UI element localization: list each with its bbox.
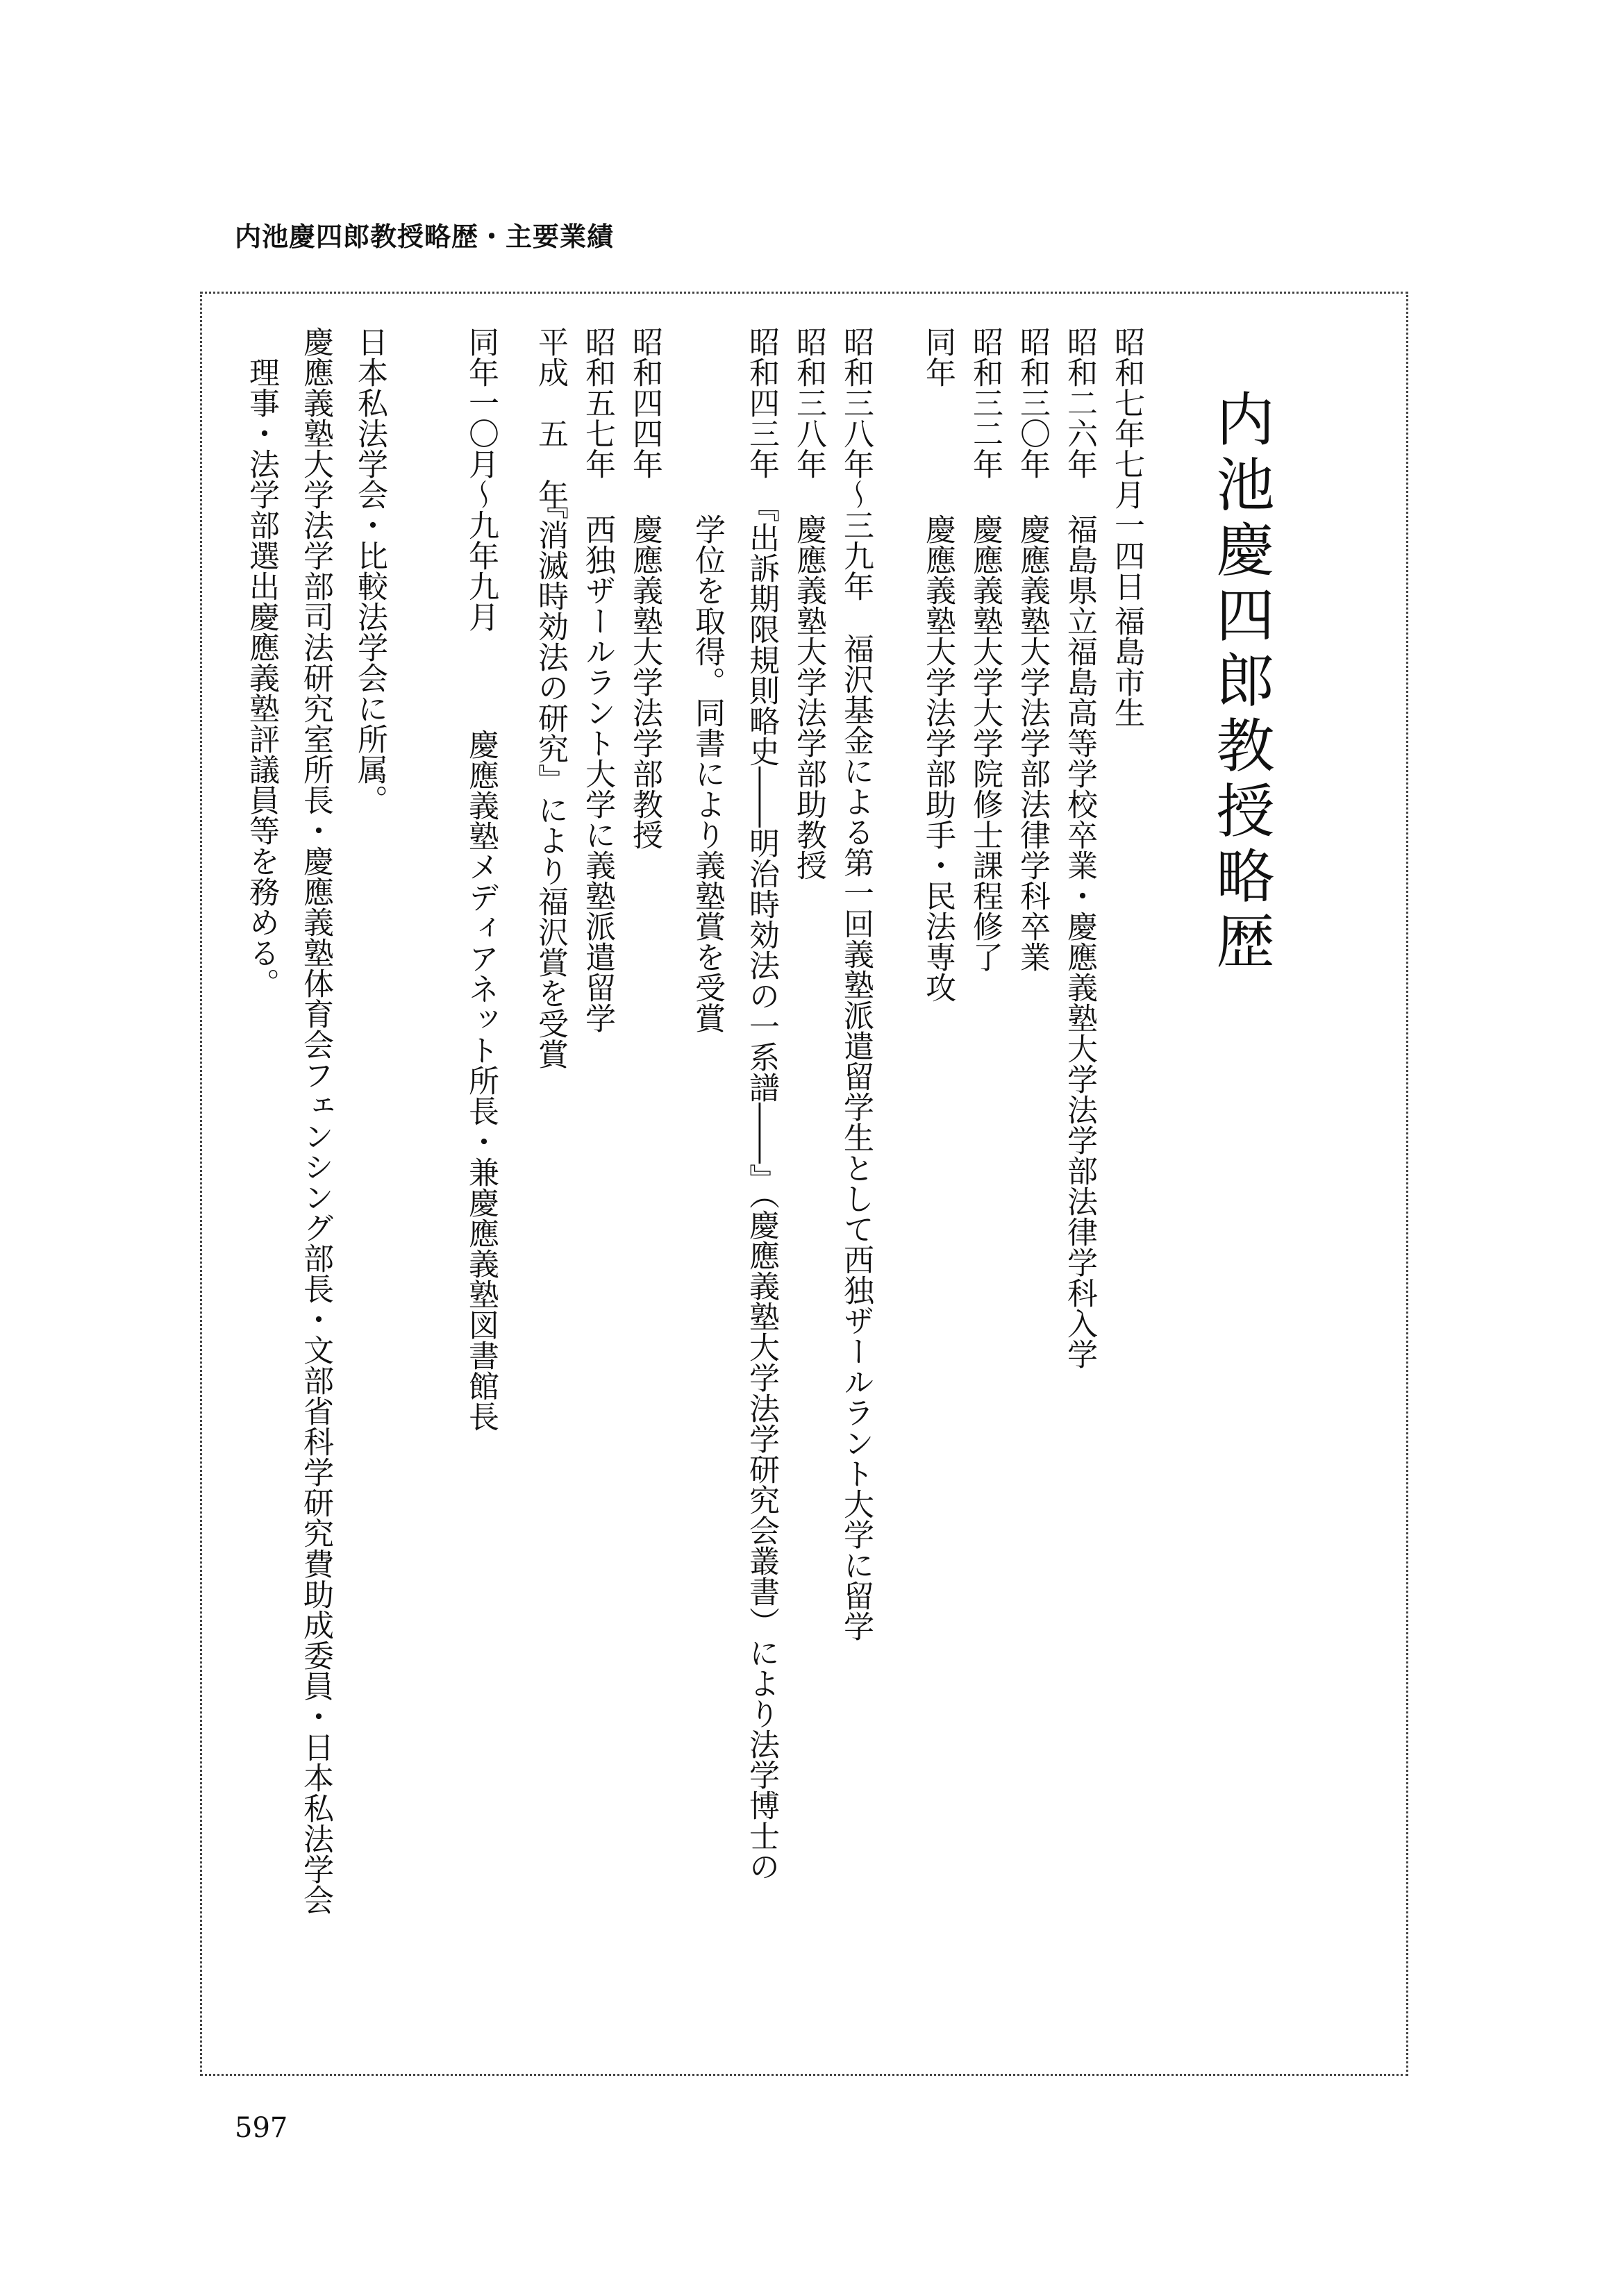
page-number: 597	[235, 2112, 288, 2144]
entry-date: 平成 五 年	[533, 326, 568, 510]
entry-text: 日本私法学会・比較法学会に所属。	[352, 326, 387, 815]
entry-text: 福沢基金による第一回義塾派遣留学生として西独ザールラント大学に留学	[838, 633, 874, 1641]
entry-text: 慶應義塾大学大学院修士課程修了	[967, 514, 1003, 972]
entry-text: 『出訴期限規則略史――明治時効法の一系譜――』（慶應義塾大学法学研究会叢書）により法学博士の	[744, 492, 779, 1882]
entry-date: 昭和五七年	[580, 326, 615, 479]
entry-date: 同年	[920, 326, 956, 387]
entry-text: 福島県立福島高等学校卒業・慶應義塾大学法学部法律学科入学	[1062, 514, 1097, 1369]
entry-text: 慶應義塾大学法学部教授	[627, 514, 662, 850]
entry-date: 同年一〇月～九年九月	[463, 326, 499, 632]
entry-date: 昭和四四年	[627, 326, 662, 479]
page-title: 内池慶四郎教授略歴	[1207, 389, 1275, 976]
entry-text: 福島市生	[1109, 605, 1144, 728]
entry-date: 昭和七年七月一四日	[1109, 326, 1144, 601]
entry-text: 慶應義塾大学法学部助教授	[791, 514, 826, 880]
entry-text: 慶應義塾大学法学部法律学科卒業	[1015, 514, 1050, 972]
entry-text: 慶應義塾メディアネット所長・兼慶應義塾図書館長	[463, 729, 499, 1432]
entry-text: 理事・法学部選出慶應義塾評議員等を務める。	[244, 357, 279, 998]
entry-text: 『消滅時効法の研究』により福沢賞を受賞	[533, 489, 568, 1069]
entry-text: 学位を取得。同書により義塾賞を受賞	[690, 514, 725, 1033]
entry-text: 慶應義塾大学法学部司法研究室所長・慶應義塾体育会フェンシング部長・文部省科学研究費助成委員・日本私法学会	[298, 326, 333, 1915]
entry-date: 昭和三〇年	[1015, 326, 1050, 479]
running-head: 内池慶四郎教授略歴・主要業績	[235, 221, 615, 252]
entry-date: 昭和二六年	[1062, 326, 1097, 479]
entry-date: 昭和三二年	[967, 326, 1003, 479]
entry-date: 昭和三八年	[791, 326, 826, 479]
entry-date: 昭和三八年～三九年	[838, 326, 874, 601]
entry-text: 西独ザールラント大学に義塾派遣留学	[580, 514, 615, 1033]
entry-date: 昭和四三年	[744, 326, 779, 479]
entry-text: 慶應義塾大学法学部助手・民法専攻	[920, 514, 956, 1003]
